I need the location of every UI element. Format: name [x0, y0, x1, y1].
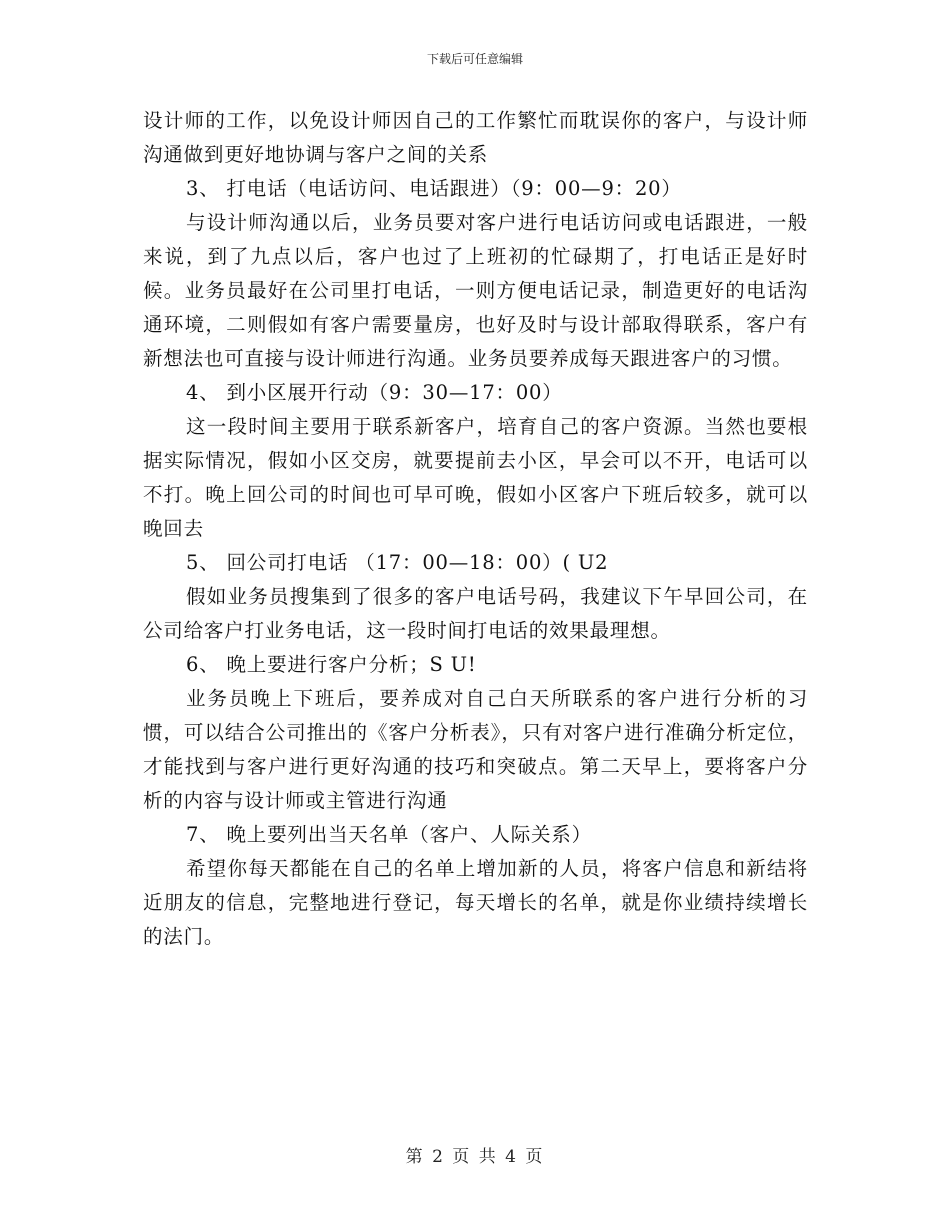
section-heading-6: 6、 晚上要进行客户分析；S U! [186, 653, 477, 676]
section-heading-3: 3、 打电话（电话访问、电话跟进）（9：00—9：20） [186, 177, 682, 200]
paragraph-phone-calls: 与设计师沟通以后，业务员要对客户进行电话访问或电话跟进，一般来说，到了九点以后，客户也过了上班初的忙碌期了，打电话正是好时候。业务员最好在公司里打电话，一则方便电话记录，制造更好的电话沟通环境，二则假如有客户需要量房，也好及时与设计部取得联系，客户有新想法也可直接与设计师进行沟通。业务员要养成每天跟进客户的习惯。 [143, 211, 808, 370]
paragraph-designer-work: 设计师的工作，以免设计师因自己的工作繁忙而耽误你的客户，与设计师沟通做到更好地协调与客户之间的关系 [143, 109, 808, 166]
paragraph-community-action: 这一段时间主要用于联系新客户，培育自己的客户资源。当然也要根据实际情况，假如小区交房，就要提前去小区，早会可以不开，电话可以不打。晚上回公司的时间也可早可晚，假如小区客户下班后较多，就可以晚回去 [143, 415, 808, 540]
page-header: 下载后可任意编辑 [426, 52, 523, 66]
paragraph-return-office: 假如业务员搜集到了很多的客户电话号码，我建议下午早回公司，在公司给客户打业务电话，这一段时间打电话的效果最理想。 [143, 585, 808, 642]
section-heading-4: 4、 到小区展开行动（9：30—17：00） [186, 381, 563, 404]
document-body [143, 104, 808, 954]
section-heading-7: 7、 晚上要列出当天名单（客户、人际关系） [186, 823, 592, 846]
page-number: 第 2 页 共 4 页 [405, 1147, 545, 1167]
paragraph-customer-analysis: 业务员晚上下班后，要养成对自己白天所联系的客户进行分析的习惯，可以结合公司推出的《客户分析表》，只有对客户进行准确分析定位，才能找到与客户进行更好沟通的技巧和突破点。第二天早上，要将客户分析的内容与设计师或主管进行沟通 [143, 687, 808, 812]
section-heading-5: 5、 回公司打电话 （17：00—18：00）( U2 [186, 551, 609, 574]
paragraph-daily-list: 希望你每天都能在自己的名单上增加新的人员，将客户信息和新结将近朋友的信息，完整地进行登记，每天增长的名单，就是你业绩持续增长的法门。 [143, 857, 808, 948]
